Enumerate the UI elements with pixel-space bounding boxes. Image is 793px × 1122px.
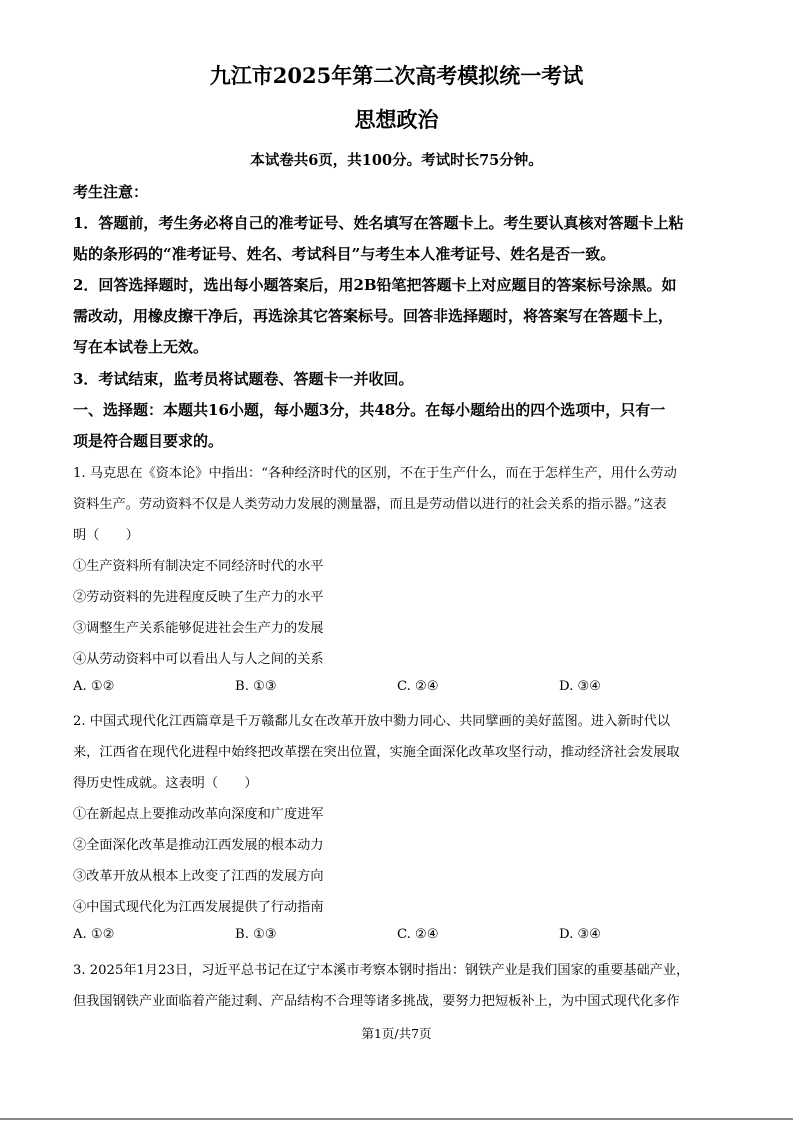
page-number: 第1页/共7页	[361, 1026, 432, 1041]
q2-item: ②全面深化改革是推动江西发展的根本动力	[73, 838, 324, 853]
q1-item: ④从劳动资料中可以看出人与人之间的关系	[73, 652, 324, 667]
q2-stem: 2. 中国式现代化江西篇章是千万赣鄱儿女在改革开放中勠力同心、共同擘画的美好蓝图。进入新时代以	[73, 714, 671, 729]
exam-info: 本试卷共6页，共100分。考试时长75分钟。	[250, 152, 543, 169]
notice-line: 需改动，用橡皮擦干净后，再选涂其它答案标号。回答非选择题时，将答案写在答题卡上，	[73, 307, 674, 325]
q1-option-d: D. ③④	[559, 679, 602, 694]
q2-option-a: A. ①②	[73, 927, 115, 942]
q1-stem: 1. 马克思在《资本论》中指出：“各种经济时代的区别，不在于生产什么，而在于怎样生产，用什么劳动	[73, 466, 677, 481]
q2-stem: 得历史性成就。这表明（ ）	[73, 776, 258, 791]
q1-option-b: B. ①③	[235, 679, 277, 694]
notice-line: 1．答题前，考生务必将自己的准考证号、姓名填写在答题卡上。考生要认真核对答题卡上粘	[73, 214, 684, 232]
q1-option-c: C. ②④	[397, 679, 439, 694]
q2-item: ①在新起点上要推动改革向深度和广度进军	[73, 807, 324, 822]
q1-stem: 明（ ）	[73, 528, 139, 543]
q3-stem: 但我国钢铁产业面临着产能过剩、产品结构不合理等诸多挑战，要努力把短板补上，为中国式现代化多作	[73, 994, 680, 1009]
q1-stem: 资料生产。劳动资料不仅是人类劳动力发展的测量器，而且是劳动借以进行的社会关系的指示器。”这表	[73, 497, 667, 512]
q2-option-d: D. ③④	[559, 927, 602, 942]
q1-item: ②劳动资料的先进程度反映了生产力的水平	[73, 590, 324, 605]
q3-stem: 3. 2025年1月23日，习近平总书记在辽宁本溪市考察本钢时指出：钢铁产业是我们国家的重要基础产业，	[73, 963, 690, 978]
q2-item: ④中国式现代化为江西发展提供了行动指南	[73, 900, 324, 915]
subject-title: 思想政治	[354, 107, 439, 132]
notice-heading: 考生注意：	[73, 183, 149, 201]
q2-option-b: B. ①③	[235, 927, 277, 942]
section-heading: 项是符合题目要求的。	[73, 432, 224, 450]
notice-line: 2．回答选择题时，选出每小题答案后，用2B铅笔把答题卡上对应题目的答案标号涂黑。如	[73, 276, 677, 294]
q1-item: ③调整生产关系能够促进社会生产力的发展	[73, 621, 324, 636]
section-heading: 一、选择题：本题共16小题，每小题3分，共48分。在每小题给出的四个选项中，只有一	[73, 401, 666, 419]
notice-line: 贴的条形码的“准考证号、姓名、考试科目”与考生本人准考证号、姓名是否一致。	[73, 245, 616, 263]
exam-title: 九江市2025年第二次高考模拟统一考试	[209, 63, 584, 88]
page-bottom-divider	[0, 1118, 793, 1120]
q2-option-c: C. ②④	[397, 927, 439, 942]
notice-line: 3．考试结束，监考员将试题卷、答题卡一并收回。	[73, 370, 414, 388]
q1-item: ①生产资料所有制决定不同经济时代的水平	[73, 559, 324, 574]
q1-option-a: A. ①②	[73, 679, 115, 694]
q2-stem: 来，江西省在现代化进程中始终把改革摆在突出位置，实施全面深化改革攻坚行动，推动经济社会发展取	[73, 745, 680, 760]
q2-item: ③改革开放从根本上改变了江西的发展方向	[73, 869, 324, 884]
notice-line: 写在本试卷上无效。	[73, 338, 209, 356]
